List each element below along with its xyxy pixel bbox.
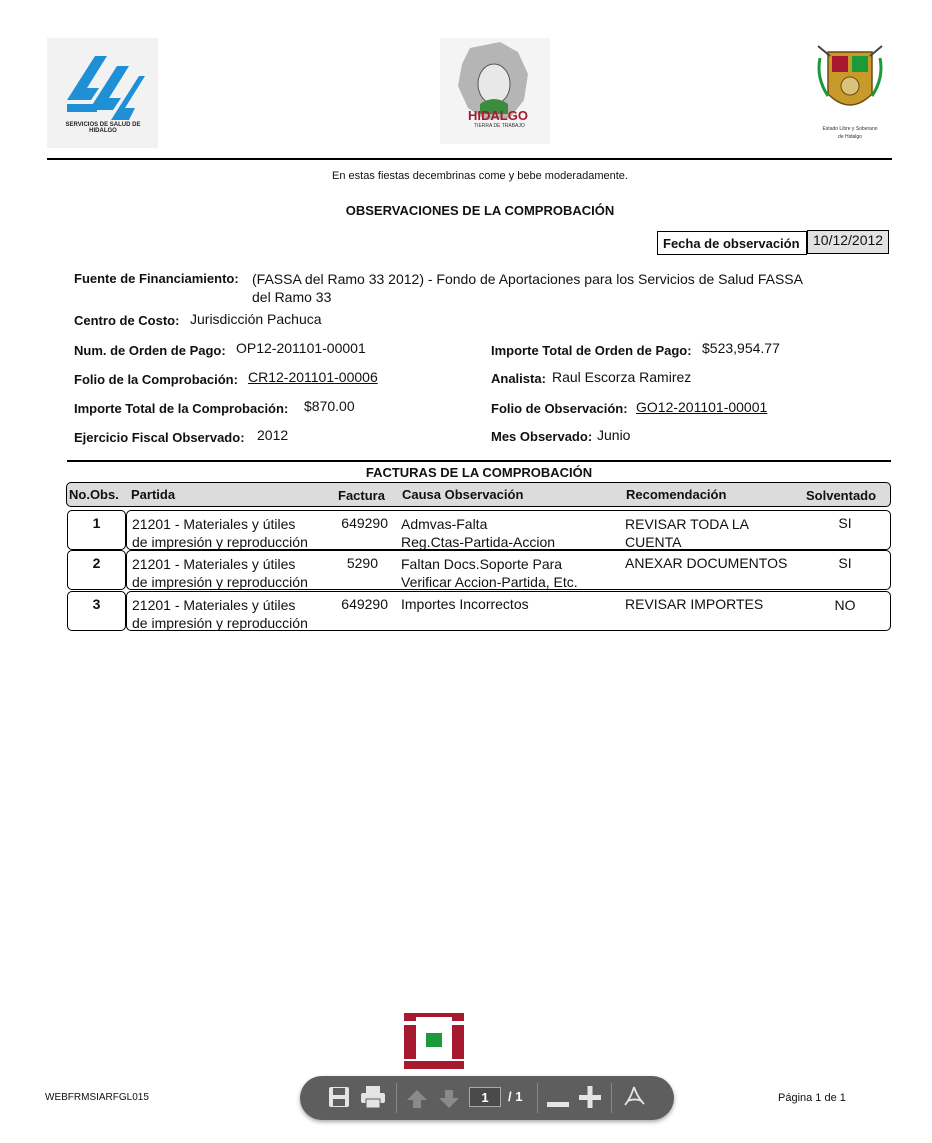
orden-label: Num. de Orden de Pago: (74, 343, 226, 358)
print-icon[interactable] (360, 1085, 386, 1109)
logo-right-caption-2: de Hidalgo (838, 134, 862, 140)
zoom-out-icon[interactable] (547, 1095, 569, 1101)
header-solventado: Solventado (806, 488, 877, 503)
logo-escudo-hidalgo (808, 38, 892, 148)
row-solventado: SI (838, 555, 852, 571)
row-no: 2 (92, 555, 101, 571)
coat-of-arms-icon (808, 38, 892, 128)
row-rec-1: ANEXAR DOCUMENTOS (625, 555, 788, 571)
toolbar-separator (537, 1083, 538, 1113)
mes-label: Mes Observado: (491, 429, 593, 444)
folio-obs-value[interactable]: GO12-201101-00001 (636, 399, 768, 415)
row-partida-2: de impresión y reproducción (132, 574, 308, 590)
folio-comp-value[interactable]: CR12-201101-00006 (248, 369, 378, 385)
fecha-value: 10/12/2012 (813, 232, 884, 248)
header-partida: Partida (131, 487, 176, 502)
footer-brand-icon (402, 1011, 466, 1069)
row-rec-1: REVISAR IMPORTES (625, 596, 764, 612)
footer-page: Página 1 de 1 (778, 1092, 846, 1104)
analista-label: Analista: (491, 371, 546, 386)
open-in-acrobat-icon[interactable] (622, 1085, 646, 1109)
logo-left-caption: SERVICIOS DE SALUD DE HIDALGO (65, 122, 141, 134)
row-partida-2: de impresión y reproducción (132, 534, 308, 550)
centro-label: Centro de Costo: (74, 313, 180, 328)
page-title: OBSERVACIONES DE LA COMPROBACIÓN (345, 203, 615, 218)
fuente-label: Fuente de Financiamiento: (74, 271, 239, 286)
logo-center-text: HIDALGO (468, 108, 528, 123)
row-causa-1: Admvas-Falta (401, 516, 488, 532)
header-no-obs: No.Obs. (69, 487, 119, 502)
row-partida-1: 21201 - Materiales y útiles (132, 556, 296, 572)
page-total: / 1 (508, 1089, 523, 1104)
row-factura: 649290 (341, 515, 388, 531)
page-down-icon[interactable] (438, 1088, 460, 1110)
folio-comp-label: Folio de la Comprobación: (74, 372, 238, 387)
fecha-label: Fecha de observación (663, 236, 800, 251)
header-divider (47, 158, 892, 160)
logo-center-subtext: TIERRA DE TRABAJO (474, 123, 525, 129)
toolbar-separator (396, 1083, 397, 1113)
importe-comp-value: $870.00 (304, 398, 355, 414)
analista-value: Raul Escorza Ramirez (552, 369, 692, 385)
logo-right-caption-1: Estado Libre y Soberano (822, 126, 878, 132)
page-up-icon[interactable] (406, 1088, 428, 1110)
centro-value: Jurisdicción Pachuca (190, 311, 322, 327)
importe-orden-value: $523,954.77 (702, 340, 780, 356)
row-factura: 649290 (341, 596, 388, 612)
fuente-value-2: del Ramo 33 (252, 289, 332, 305)
row-causa-2: Verificar Accion-Partida, Etc. (401, 574, 578, 590)
ejercicio-value: 2012 (257, 427, 289, 443)
row-partida-1: 21201 - Materiales y útiles (132, 597, 296, 613)
importe-comp-label: Importe Total de la Comprobación: (74, 401, 289, 416)
zoom-in-icon[interactable] (579, 1086, 601, 1108)
row-causa-1: Importes Incorrectos (401, 596, 529, 612)
footer-logo (402, 1011, 466, 1069)
header-causa: Causa Observación (402, 487, 524, 502)
footer-code: WEBFRMSIARFGL015 (45, 1092, 149, 1103)
fuente-value-1: (FASSA del Ramo 33 2012) - Fondo de Aportaciones para los Servicios de Salud FASSA (252, 271, 803, 287)
row-rec-2: CUENTA (625, 534, 682, 550)
folio-obs-label: Folio de Observación: (491, 401, 628, 416)
row-factura: 5290 (346, 555, 378, 571)
row-solventado: SI (838, 515, 852, 531)
logo-servicios-salud (47, 38, 158, 148)
save-icon[interactable] (328, 1086, 350, 1108)
toolbar-separator (611, 1083, 612, 1113)
row-causa-1: Faltan Docs.Soporte Para (401, 556, 563, 572)
logo-hidalgo-tierra (440, 38, 550, 144)
header-recomendacion: Recomendación (626, 487, 727, 502)
orden-value: OP12-201101-00001 (236, 340, 366, 356)
row-partida-1: 21201 - Materiales y útiles (132, 516, 296, 532)
row-no: 1 (92, 515, 101, 531)
row-partida-2: de impresión y reproducción (132, 615, 308, 631)
banner-text: En estas fiestas decembrinas come y bebe moderadamente. (332, 170, 628, 182)
header-factura: Factura (338, 488, 385, 503)
facturas-divider (67, 460, 891, 462)
row-solventado: NO (834, 597, 856, 613)
facturas-title: FACTURAS DE LA COMPROBACIÓN (365, 465, 593, 480)
row-rec-1: REVISAR TODA LA (625, 516, 749, 532)
row-no: 3 (92, 596, 101, 612)
ejercicio-label: Ejercicio Fiscal Observado: (74, 430, 245, 445)
page-number-input[interactable]: 1 (469, 1087, 501, 1107)
mes-value: Junio (597, 427, 631, 443)
row-causa-2: Reg.Ctas-Partida-Accion (401, 534, 556, 550)
importe-orden-label: Importe Total de Orden de Pago: (491, 343, 692, 358)
